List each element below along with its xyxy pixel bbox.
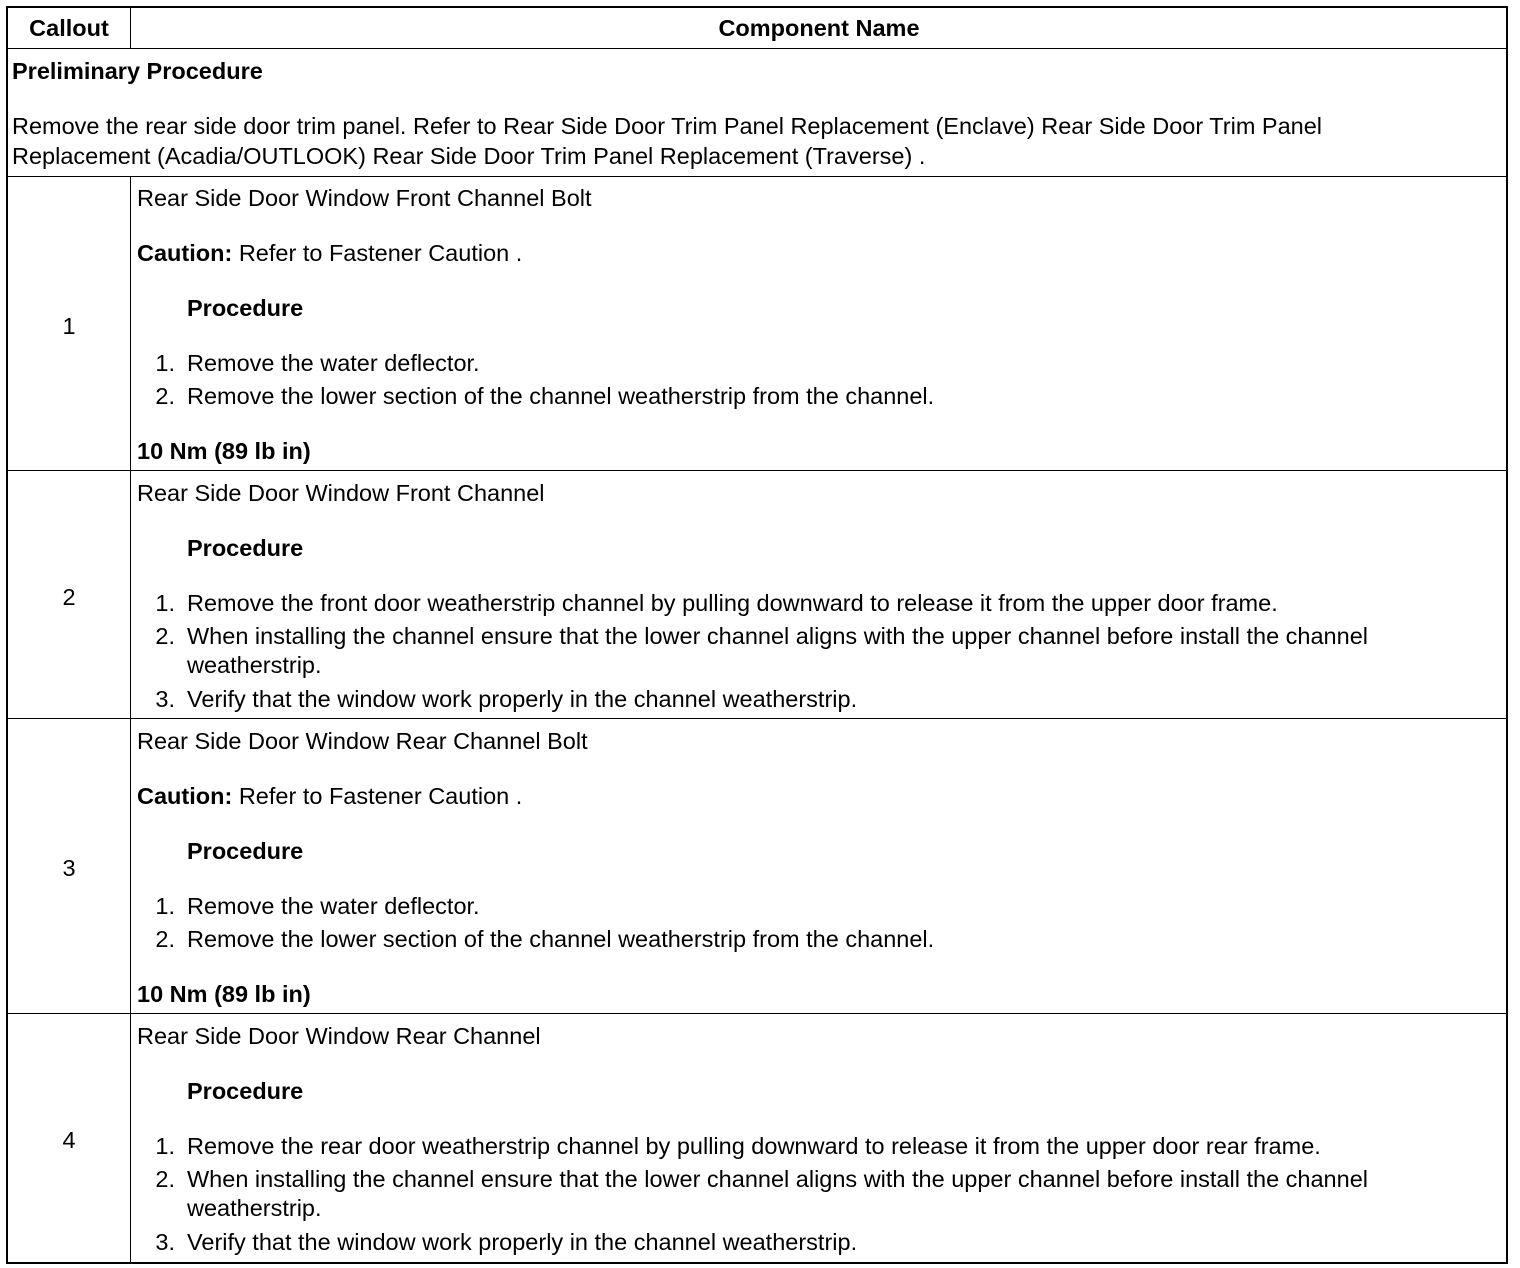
callout-number: 3 <box>62 855 76 881</box>
step-text: Remove the water deflector. <box>187 350 480 376</box>
preliminary-text-line-2: Replacement (Acadia/OUTLOOK) Rear Side Door Trim Panel Replacement (Traverse) . <box>12 143 926 169</box>
column-divider-header <box>130 6 131 48</box>
component-name: Rear Side Door Window Front Channel <box>137 480 545 506</box>
column-divider-body <box>130 176 131 1264</box>
step-number: 2. <box>155 383 175 409</box>
row-3-divider <box>6 1013 1508 1014</box>
caution-label: Caution: <box>137 783 233 809</box>
step-text: Verify that the window work properly in the channel weatherstrip. <box>187 686 858 712</box>
preliminary-divider <box>6 176 1508 177</box>
step-text: Remove the lower section of the channel weatherstrip from the channel. <box>187 383 935 409</box>
step-number: 3. <box>155 1229 175 1255</box>
caution-note <box>137 785 522 809</box>
step-number: 1. <box>155 590 175 616</box>
caution-text: Refer to Fastener Caution . <box>232 783 523 809</box>
procedure-heading: Procedure <box>187 535 304 561</box>
header-divider <box>6 48 1508 49</box>
step-text: Remove the front door weatherstrip channel by pulling downward to release it from the upper door frame. <box>187 590 1278 616</box>
row-1-divider <box>6 470 1508 471</box>
procedure-heading: Procedure <box>187 295 304 321</box>
step-text: Verify that the window work properly in the channel weatherstrip. <box>187 1229 858 1255</box>
step-text: Remove the rear door weatherstrip channel by pulling downward to release it from the upper door rear frame. <box>187 1133 1321 1159</box>
torque-spec: 10 Nm (89 lb in) <box>137 981 311 1007</box>
row-2-divider <box>6 718 1508 719</box>
component-name: Rear Side Door Window Rear Channel Bolt <box>137 728 588 754</box>
step-number: 2. <box>155 1166 175 1192</box>
preliminary-title: Preliminary Procedure <box>12 58 263 84</box>
procedure-heading: Procedure <box>187 1078 304 1104</box>
callout-number: 2 <box>62 584 76 610</box>
step-number: 1. <box>155 350 175 376</box>
header-callout: Callout <box>29 15 109 41</box>
step-number: 1. <box>155 893 175 919</box>
caution-text: Refer to Fastener Caution . <box>232 240 523 266</box>
step-text-continued: weatherstrip. <box>187 652 322 678</box>
caution-note <box>137 242 522 266</box>
preliminary-text-line-1: Remove the rear side door trim panel. Refer to Rear Side Door Trim Panel Replacement (Enclave) Rear Side Door Trim Panel <box>12 113 1323 139</box>
step-text: When installing the channel ensure that the lower channel aligns with the upper channel before install the channel <box>187 623 1368 649</box>
step-number: 1. <box>155 1133 175 1159</box>
caution-label: Caution: <box>137 240 233 266</box>
header-component-name: Component Name <box>718 15 920 41</box>
component-name: Rear Side Door Window Rear Channel <box>137 1023 541 1049</box>
component-name: Rear Side Door Window Front Channel Bolt <box>137 185 592 211</box>
step-text: When installing the channel ensure that the lower channel aligns with the upper channel before install the channel <box>187 1166 1368 1192</box>
torque-spec: 10 Nm (89 lb in) <box>137 438 311 464</box>
procedure-heading: Procedure <box>187 838 304 864</box>
callout-number: 1 <box>62 313 76 339</box>
step-number: 2. <box>155 926 175 952</box>
step-number: 3. <box>155 686 175 712</box>
step-text: Remove the lower section of the channel weatherstrip from the channel. <box>187 926 935 952</box>
step-text: Remove the water deflector. <box>187 893 480 919</box>
callout-number: 4 <box>62 1127 76 1153</box>
step-text-continued: weatherstrip. <box>187 1195 322 1221</box>
step-number: 2. <box>155 623 175 649</box>
